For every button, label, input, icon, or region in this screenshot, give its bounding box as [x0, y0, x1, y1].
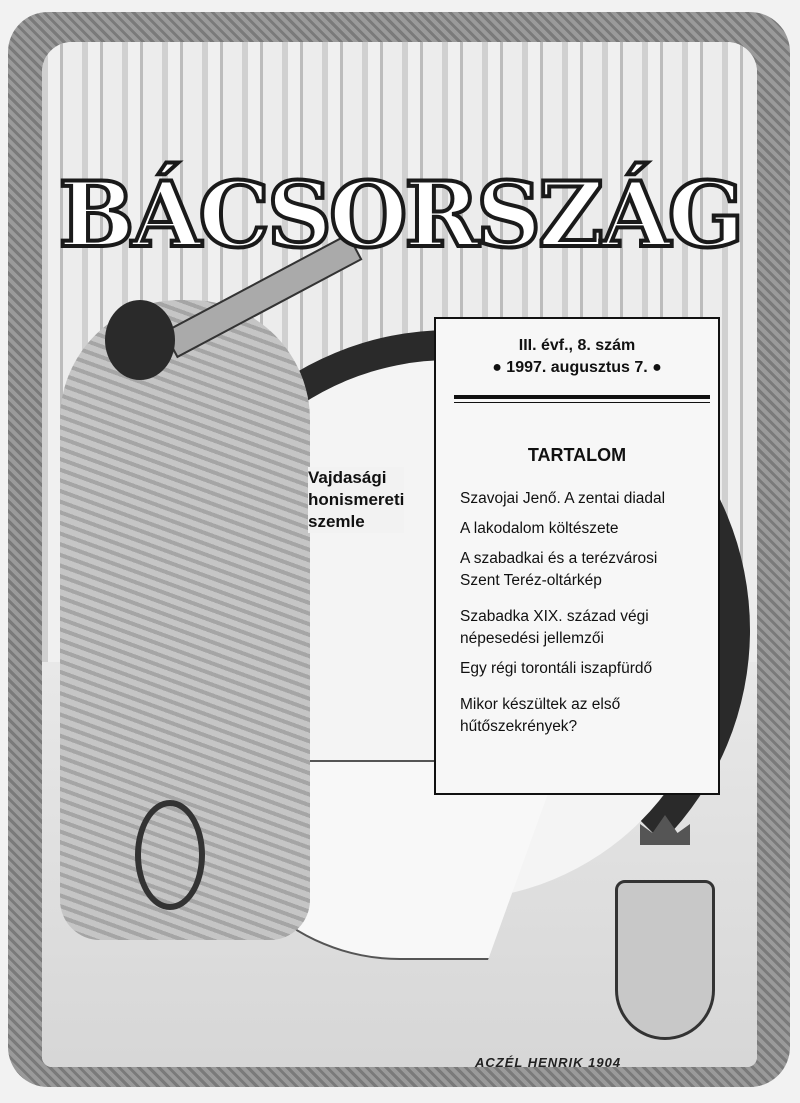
woman-head	[105, 300, 175, 380]
contents-item	[460, 488, 718, 510]
contents-item	[460, 694, 718, 738]
issue-date: ● 1997. augusztus 7. ●	[492, 359, 662, 376]
magazine-title: BÁCSORSZÁG	[58, 162, 742, 268]
issue-info	[436, 335, 718, 379]
contents-line: Szavojai Jenő. A zentai diadal	[460, 490, 666, 507]
subtitle-line: szemle	[308, 512, 365, 531]
contents-heading: TARTALOM	[527, 445, 627, 465]
contents-line: Mikor készültek az első	[460, 696, 621, 713]
contents-line: Szent Teréz-oltárkép	[460, 572, 602, 589]
contents-item	[460, 518, 718, 540]
contents-list	[460, 488, 718, 738]
contents-line: A lakodalom költészete	[460, 520, 619, 537]
subtitle-line: Vajdasági	[308, 468, 387, 487]
contents-line: A szabadkai és a terézvárosi	[460, 550, 658, 567]
divider	[454, 395, 710, 399]
contents-item	[460, 658, 718, 680]
contents-line: népesedési jellemzői	[460, 630, 604, 647]
subtitle	[308, 467, 404, 533]
issue-number: III. évf., 8. szám	[518, 337, 636, 354]
contents-line: hűtőszekrények?	[460, 718, 578, 735]
contents-line: Szabadka XIX. század végi	[460, 608, 649, 625]
divider	[454, 402, 710, 403]
contents-line: Egy régi torontáli iszapfürdő	[460, 660, 653, 677]
artist-signature: ACZÉL HENRIK 1904	[475, 1055, 622, 1070]
wheel	[135, 800, 205, 910]
subtitle-line: honismereti	[308, 490, 405, 509]
coat-of-arms	[615, 880, 715, 1040]
contents-item	[460, 548, 718, 592]
contents-box	[434, 317, 720, 795]
contents-item	[460, 606, 718, 650]
